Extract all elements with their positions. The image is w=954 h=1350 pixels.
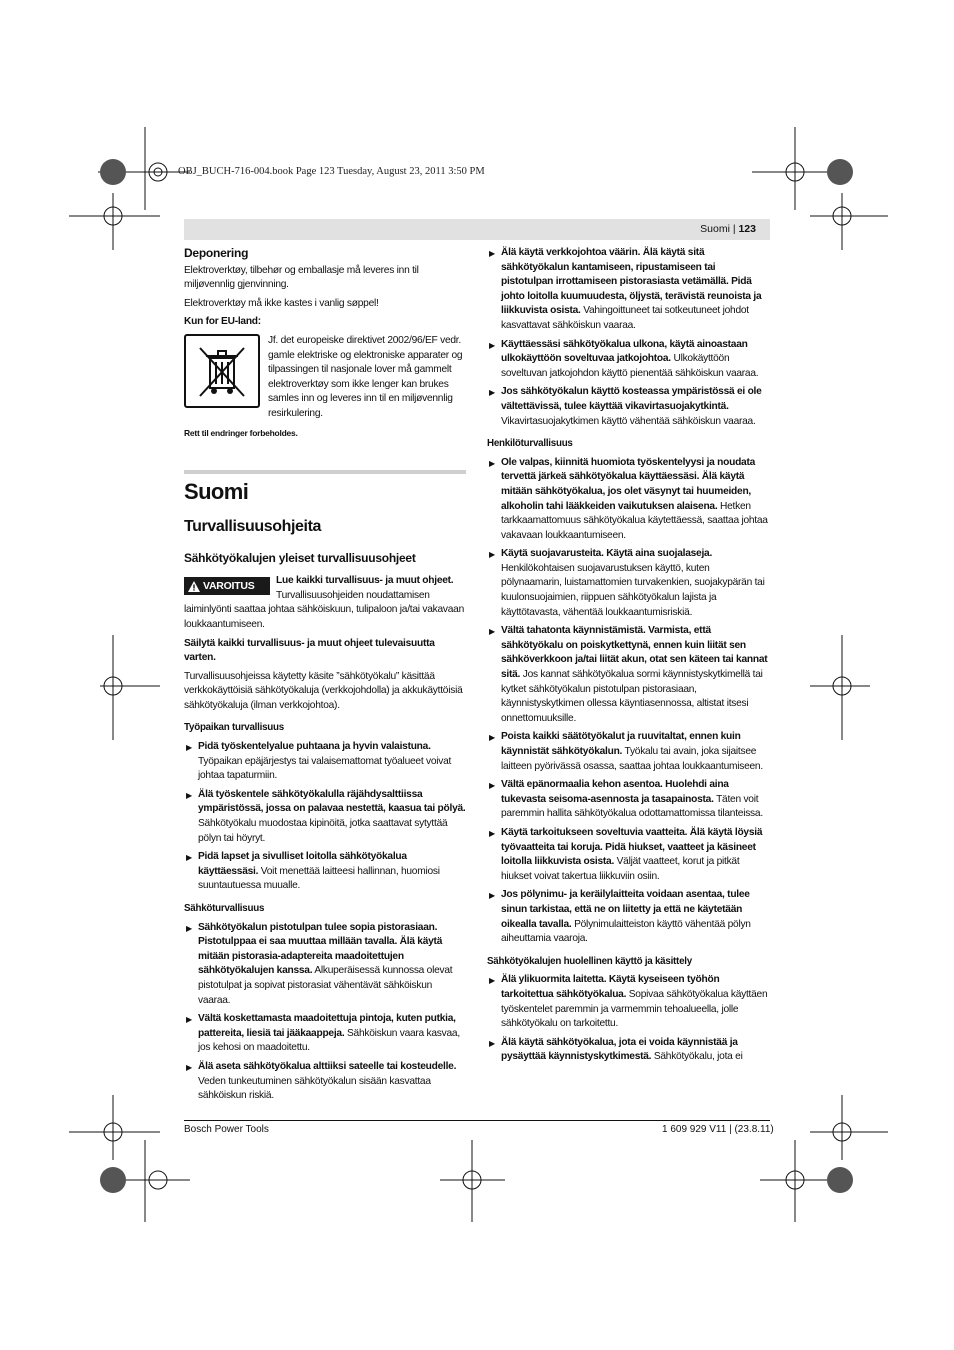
item-text: Työkalu tai avain, joka sijaitsee laitteen pyörivässä osassa, saattaa johtaa loukkaantumiseen. [501, 746, 763, 772]
bullet-arrow-icon: ▶ [489, 733, 495, 743]
item-bold: Pidä työskentelyalue puhtaana ja hyvin valaistuna. [198, 741, 431, 753]
tyopaikka-heading: Työpaikan turvallisuus [184, 722, 284, 734]
list-item [184, 1060, 466, 1104]
item-text: Alkuperäisessä kunnossa olevat pistotulpat ja sopivat pistorasiat vähentävät sähköiskun vaaraa. [198, 965, 453, 1006]
page-header-bar [184, 219, 770, 240]
item-text: Sähkötyökalu muodostaa kipinöitä, jotka saattavat sytyttää pölyn tai höyryt. [198, 818, 448, 844]
item-bold: Käytä suojavarusteita. Käytä aina suojalaseja. [501, 548, 713, 560]
item-bold: Älä aseta sähkötyökalua alttiiksi sateelle tai kosteudelle. [198, 1060, 457, 1072]
item-text: Hetken tarkkaamattomuus sähkötyökalua käytettäessä, saattaa johtaa vakavaan loukkaantumiseen. [501, 500, 768, 541]
item-text: Voit menettää laitteesi hallinnan, huomiosi suuntautuessa muualle. [198, 865, 440, 892]
item-text: Pölynimulaitteiston käyttö vähentää pölyn aiheuttamia vaaroja. [501, 918, 751, 945]
list-item [487, 778, 769, 822]
list-item [487, 385, 769, 429]
list-item [184, 788, 466, 846]
list-item [487, 547, 769, 620]
item-text: Henkilökohtaisen suojavarustuksen käyttö, kuten pölynaamarin, luistamattomien turvakenkien, suojakypärän tai kuulonsuojaimien, riippuen sähkötyökalun lajista ja käyttötavasta, vähentää loukkaantumisriskiä. [501, 562, 765, 618]
print-info-line: OBJ_BUCH-716-004.book Page 123 Tuesday, August 23, 2011 3:50 PM [178, 166, 485, 177]
deponering-p1: Elektroverktøy, tilbehør og emballasje må leveres inn til miljøvennlig gjenvinning. [184, 264, 419, 291]
list-item [487, 730, 769, 774]
warning-text: Turvallisuusohjeiden noudattamisen laiminlyönti saattaa johtaa sähköiskuun, tulipaloon ja/tai vakavaan loukkaantumiseen. [184, 589, 465, 630]
item-bold: Sähkötyökalun pistotulpan tulee sopia pistorasiaan. Pistotulppaa ei saa muuttaa millään tavalla. Älä käytä mitään pistorasia-adaptereita maadoitettujen sähkötyökalujen kanssa. [198, 921, 443, 977]
footer-docnumber: 1 609 929 V11 | (23.8.11) [662, 1124, 774, 1135]
warning-triangle-icon [188, 581, 200, 592]
item-bold: Älä käytä verkkojohtoa väärin. Älä käytä sitä sähkötyökalun kantamiseen, ripustamiseen tai pistotulpan irrottamiseen pistorasiasta vetämällä. Pidä johto loitolla kuumuudesta, öljystä, terävistä reunoista ja liikkuvista osista. [501, 247, 762, 317]
page-title: Suomi [184, 479, 249, 505]
deponering-heading: Deponering [184, 246, 249, 260]
item-bold: Käytä tarkoitukseen soveltuvia vaatteita. Älä käytä löysiä työvaatteita tai koruja. Pidä hiukset, vaatteet ja käsineet loitolla liikkuvista osista. [501, 826, 763, 868]
item-bold: Vältä koskettamasta maadoitettuja pintoja, kuten putkia, pattereita, liesiä tai jääkaappeja. [198, 1013, 456, 1039]
rett-til-endringer: Rett til endringer forbeholdes. [184, 427, 298, 438]
bullet-arrow-icon: ▶ [186, 1062, 192, 1072]
list-item [487, 826, 769, 884]
item-text: Täten voit paremmin hallita sähkötyökalua odottamattomissa tilanteissa. [501, 793, 763, 820]
list-item [487, 456, 769, 544]
item-text: Työpaikan epäjärjestys tai valaisemattomat työalueet voivat johtaa tapaturmiin. [198, 755, 452, 782]
item-text: Vikavirtasuojakytkimen käyttö vähentää sähköiskun vaaraa. [501, 415, 756, 427]
footer-brand: Bosch Power Tools [184, 1124, 269, 1135]
list-item [487, 888, 769, 946]
bullet-arrow-icon: ▶ [186, 1015, 192, 1025]
page-number: 123 [738, 223, 756, 235]
header-section: Suomi [700, 223, 730, 235]
section-heading: Sähkötyökalujen yleiset turvallisuusohjeet [184, 551, 416, 566]
eu-text: Jf. det europeiske direktivet 2002/96/EF vedr. gamle elektriske og elektroniske apparater og tilpassingen til nasjonale lover må gammelt elektroverktøy som ikke lenger kan brukes samles inn og leveres inn til en miljøvennlig resirkulering. [268, 334, 463, 419]
item-bold: Jos sähkötyökalun käyttö kosteassa ympäristössä ei ole vältettävissä, tulee käyttää vikavirtasuojakytkintä. [501, 386, 762, 412]
warning-bold: Lue kaikki turvallisuus- ja muut ohjeet. [276, 575, 454, 587]
bullet-arrow-icon: ▶ [489, 781, 495, 791]
item-text: Väljät vaatteet, korut ja pitkät hiukset voivat takertua liikkuviin osiin. [501, 856, 740, 882]
section-divider [184, 470, 466, 474]
item-bold: Älä käytä sähkötyökalua, jota ei voida käynnistää ja pysäyttää käynnistyskytkimestä. [501, 1036, 738, 1063]
item-bold: Älä työskentele sähkötyökalulla räjähdysalttiissa ympäristössä, jossa on palavaa nestettä, kaasua tai pölyä. [198, 788, 466, 815]
bullet-arrow-icon: ▶ [489, 976, 495, 986]
item-text: Ulkokäyttöön soveltuvan jatkojohdon käyttö pienentää sähköiskun vaaraa. [501, 353, 759, 379]
bullet-arrow-icon: ▶ [489, 388, 495, 398]
item-bold: Ole valpas, kiinnitä huomiota työskentelyysi ja noudata tervettä järkeä sähkötyökalua käyttäessäsi. Älä käytä mitään sähkötyökalua, jos olet väsynyt tai huumeiden, alkoholin tahi lääkkeiden vaikutuksen alaisena. [501, 456, 756, 512]
right-column [487, 246, 769, 1069]
item-bold: Pidä lapset ja sivulliset loitolla sähkötyökalua käyttäessäsi. [198, 851, 407, 877]
item-bold: Vältä epänormaalia kehon asentoa. Huolehdi aina tukevasta seisoma-asennosta ja tasapainosta. [501, 779, 729, 805]
bullet-arrow-icon: ▶ [186, 923, 192, 933]
weee-bin-icon [184, 334, 260, 408]
item-text: Sopivaa sähkötyökalua käyttäen työskentelet paremmin ja varmemmin tehoalueella, jolle sähkötyökalu on tarkoitettu. [501, 988, 768, 1030]
item-text: Jos kannat sähkötyökalua sormi käynnistyskytkimellä tai kytket sähkötyökalun pistotulpan pistorasiaan, käynnistyskytkimen ollessa käyntiasennossa, altistat itsesi onnettomuuksille. [501, 669, 763, 724]
term-definition: Turvallisuusohjeissa käytetty käsite ”sähkötyökalu” käsittää verkkokäyttöisiä sähkötyökaluja (verkkojohdolla) ja akkukäyttöisiä sähkötyökaluja (ilman verkkojohtoa). [184, 670, 463, 711]
eu-block [184, 334, 466, 422]
bullet-arrow-icon: ▶ [186, 790, 192, 800]
sahko-heading: Sähköturvallisuus [184, 903, 265, 914]
bullet-arrow-icon: ▶ [489, 458, 495, 468]
item-text: Sähköiskun vaara kasvaa, jos kehosi on maadoitettu. [198, 1027, 460, 1054]
footer-rule [184, 1120, 770, 1121]
kasittely-heading: Sähkötyökalujen huolellinen käyttö ja käsittely [487, 955, 692, 967]
list-item [184, 850, 466, 894]
list-item [184, 921, 466, 1009]
bullet-arrow-icon: ▶ [489, 550, 495, 560]
bullet-arrow-icon: ▶ [489, 828, 495, 838]
warning-paragraph [184, 574, 466, 632]
keep-instructions: Säilytä kaikki turvallisuus- ja muut ohjeet tulevaisuutta varten. [184, 637, 435, 664]
list-item [184, 1012, 466, 1056]
item-text: Sähkötyökalu, jota ei [651, 1051, 743, 1063]
page-header [700, 223, 756, 235]
item-bold: Vältä tahatonta käynnistämistä. Varmista, että sähkötyökalu on poiskytkettynä, ennen kuin liität sen sähköverkkoon ja/tai liität akun, otat sen käteen tai kannat sitä. [501, 625, 768, 681]
list-item [487, 1036, 769, 1065]
list-item [487, 246, 769, 334]
list-item [487, 624, 769, 726]
bullet-arrow-icon: ▶ [489, 340, 495, 350]
item-text: Vahingoittuneet tai sotkeutuneet johdot kasvattavat sähköiskun vaaraa. [501, 305, 749, 331]
item-bold: Älä ylikuormita laitetta. Käytä kyseiseen työhön tarkoitettua sähkötyökalua. [501, 974, 720, 1000]
deponering-p2: Elektroverktøy må ikke kastes i vanlig søppel! [184, 297, 379, 309]
item-bold: Jos pölynimu- ja keräilylaitteita voidaan asentaa, tulee sinun tarkistaa, että ne on liitetty ja että ne käytetään oikealla tavalla. [501, 889, 750, 930]
henkilo-heading: Henkilöturvallisuus [487, 438, 573, 450]
bullet-arrow-icon: ▶ [489, 627, 495, 637]
bullet-arrow-icon: ▶ [489, 249, 495, 258]
warning-label: VAROITUS [203, 580, 255, 593]
bullet-arrow-icon: ▶ [489, 1038, 495, 1048]
subtitle: Turvallisuusohjeita [184, 518, 322, 536]
list-item [487, 973, 769, 1031]
warning-badge [184, 577, 270, 595]
eu-heading: Kun for EU-land: [184, 316, 261, 328]
list-item [487, 338, 769, 382]
item-bold: Käyttäessäsi sähkötyökalua ulkona, käytä ainoastaan ulkokäyttöön soveltuvaa jatkojohtoa. [501, 338, 748, 365]
item-text: Veden tunkeutuminen sähkötyökalun sisään kasvattaa sähköiskun riskiä. [198, 1075, 431, 1102]
bullet-arrow-icon: ▶ [489, 891, 495, 901]
list-item [184, 740, 466, 784]
header-separator: | [729, 223, 739, 235]
item-bold: Poista kaikki säätötyökalut ja ruuvitaltat, ennen kuin käynnistät sähkötyökalun. [501, 731, 741, 757]
left-column [184, 246, 466, 1108]
bullet-arrow-icon: ▶ [186, 853, 192, 863]
bullet-arrow-icon: ▶ [186, 743, 192, 753]
